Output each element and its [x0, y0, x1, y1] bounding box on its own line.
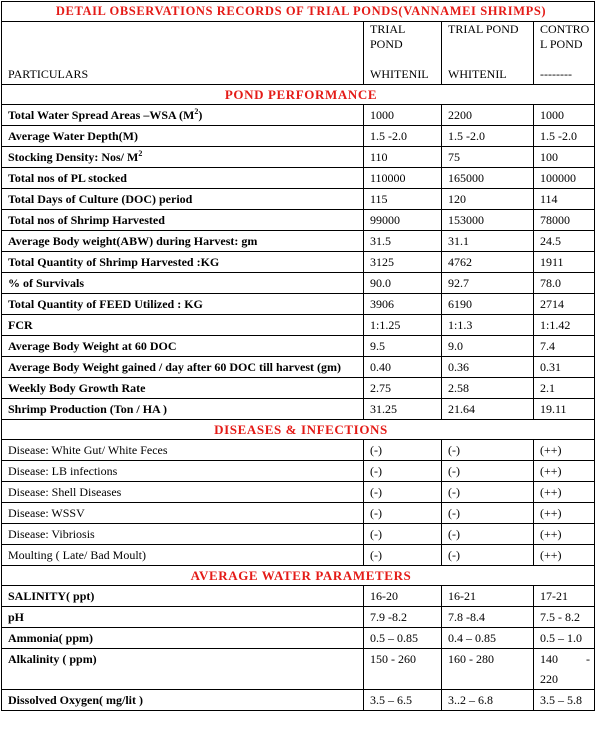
value-control-pond: 3.5 – 5.8	[534, 690, 595, 711]
row-label-end: )	[198, 108, 203, 122]
table-row	[2, 210, 595, 231]
row-label-text: Total nos of Shrimp Harvested	[8, 213, 165, 227]
value-trial-pond-2: 120	[442, 189, 534, 210]
value-control-pond: (++)	[534, 503, 595, 524]
value-trial-pond-2: (-)	[442, 524, 534, 545]
row-label	[2, 252, 364, 273]
row-label-text: Disease: WSSV	[8, 506, 85, 520]
value-control-pond-high: 220	[540, 672, 558, 686]
value-trial-pond-2: 31.1	[442, 231, 534, 252]
row-label-superscript: 2	[194, 107, 199, 116]
value-trial-pond-2: 7.8 -8.4	[442, 607, 534, 628]
value-control-pond: 0.5 – 1.0	[534, 628, 595, 649]
value-trial-pond-1: (-)	[364, 440, 442, 461]
row-label-text: FCR	[8, 318, 33, 332]
value-trial-pond-1: 110000	[364, 168, 442, 189]
value-trial-pond-2: (-)	[442, 461, 534, 482]
trial-ponds-table	[1, 1, 595, 711]
value-trial-pond-2: 1.5 -2.0	[442, 126, 534, 147]
table-row	[2, 294, 595, 315]
row-label	[2, 147, 364, 168]
row-label-text: Disease: White Gut/ White Feces	[8, 443, 168, 457]
value-trial-pond-1: (-)	[364, 461, 442, 482]
table-row	[2, 315, 595, 336]
value-trial-pond-1: 1000	[364, 105, 442, 126]
value-control-pond: (++)	[534, 461, 595, 482]
control-pond-label-line1: CONTRO	[540, 22, 590, 36]
value-control-pond: (++)	[534, 524, 595, 545]
value-trial-pond-1: 110	[364, 147, 442, 168]
value-trial-pond-1: 3.5 – 6.5	[364, 690, 442, 711]
value-control-pond: (++)	[534, 545, 595, 566]
row-label	[2, 336, 364, 357]
value-control-pond: (++)	[534, 440, 595, 461]
value-control-pond: 100000	[534, 168, 595, 189]
value-trial-pond-1: 9.5	[364, 336, 442, 357]
table-row	[2, 503, 595, 524]
table-title: DETAIL OBSERVATIONS RECORDS OF TRIAL PONDS(VANNAMEI SHRIMPS)	[2, 2, 595, 22]
row-label-text: Total Water Spread Areas –WSA (M	[8, 108, 195, 122]
value-trial-pond-1: 1:1.25	[364, 315, 442, 336]
row-label-text: Alkalinity ( ppm)	[8, 652, 97, 666]
row-label-text: Ammonia( ppm)	[8, 631, 94, 645]
table-row	[2, 378, 595, 399]
value-trial-pond-1: 31.25	[364, 399, 442, 420]
value-control-pond: 7.5 - 8.2	[534, 607, 595, 628]
table-row	[2, 105, 595, 126]
table-row	[2, 649, 595, 690]
value-trial-pond-1: 150 - 260	[364, 649, 442, 690]
row-label	[2, 586, 364, 607]
trial-pond-2-brand: WHITENIL	[448, 67, 507, 81]
row-label-text: Total nos of PL stocked	[8, 171, 127, 185]
value-trial-pond-1: (-)	[364, 482, 442, 503]
table-row	[2, 231, 595, 252]
value-trial-pond-1: (-)	[364, 545, 442, 566]
row-label	[2, 273, 364, 294]
row-label-text: Disease: Vibriosis	[8, 527, 95, 541]
row-label	[2, 545, 364, 566]
table-row	[2, 690, 595, 711]
section-row-performance	[2, 85, 595, 105]
value-control-pond: 114	[534, 189, 595, 210]
row-label-text: Average Water Depth(M)	[8, 129, 138, 143]
row-label-text: pH	[8, 610, 25, 624]
value-trial-pond-2: 9.0	[442, 336, 534, 357]
section-title-performance: POND PERFORMANCE	[2, 85, 595, 105]
table-row	[2, 357, 595, 378]
table-row	[2, 126, 595, 147]
table-row	[2, 586, 595, 607]
row-label	[2, 315, 364, 336]
table-row	[2, 147, 595, 168]
section-row-diseases	[2, 420, 595, 440]
row-label-text: Dissolved Oxygen( mg/lit )	[8, 693, 143, 707]
value-trial-pond-1: 3125	[364, 252, 442, 273]
control-pond-label-line2: L POND	[540, 37, 583, 51]
section-title-water: AVERAGE WATER PARAMETERS	[2, 566, 595, 586]
value-control-pond-dash: -	[586, 652, 591, 666]
value-trial-pond-2: (-)	[442, 482, 534, 503]
row-label	[2, 461, 364, 482]
row-label	[2, 231, 364, 252]
row-label	[2, 628, 364, 649]
table-row	[2, 273, 595, 294]
value-trial-pond-1: 90.0	[364, 273, 442, 294]
trial-pond-2-header	[442, 22, 534, 85]
trial-pond-1-label-line2: POND	[370, 37, 403, 51]
value-trial-pond-2: (-)	[442, 440, 534, 461]
table-row	[2, 461, 595, 482]
value-trial-pond-1: 0.40	[364, 357, 442, 378]
table-row	[2, 628, 595, 649]
table-row	[2, 545, 595, 566]
value-trial-pond-2: (-)	[442, 545, 534, 566]
value-trial-pond-1: 16-20	[364, 586, 442, 607]
trial-pond-1-brand: WHITENIL	[370, 67, 429, 81]
row-label	[2, 189, 364, 210]
value-control-pond: 17-21	[534, 586, 595, 607]
value-trial-pond-2: 75	[442, 147, 534, 168]
section-title-diseases: DISEASES & INFECTIONS	[2, 420, 595, 440]
value-trial-pond-2: 160 - 280	[442, 649, 534, 690]
value-trial-pond-1: 7.9 -8.2	[364, 607, 442, 628]
row-label	[2, 378, 364, 399]
value-control-pond: 78000	[534, 210, 595, 231]
value-trial-pond-1: 2.75	[364, 378, 442, 399]
value-trial-pond-1: (-)	[364, 524, 442, 545]
row-label	[2, 168, 364, 189]
row-label-text: Total Quantity of Shrimp Harvested :KG	[8, 255, 220, 269]
row-label-text: Stocking Density: Nos/ M	[8, 150, 139, 164]
value-control-pond: 24.5	[534, 231, 595, 252]
row-label	[2, 649, 364, 690]
value-trial-pond-2: 165000	[442, 168, 534, 189]
value-trial-pond-1: 3906	[364, 294, 442, 315]
value-control-pond: (++)	[534, 482, 595, 503]
table-row	[2, 336, 595, 357]
value-control-pond: 0.31	[534, 357, 595, 378]
value-trial-pond-2: 6190	[442, 294, 534, 315]
value-trial-pond-2: 16-21	[442, 586, 534, 607]
particulars-header: PARTICULARS	[2, 22, 364, 85]
value-control-pond: 1:1.42	[534, 315, 595, 336]
table-row	[2, 440, 595, 461]
row-label-text: Average Body Weight gained / day after 60 DOC till harvest (gm)	[8, 360, 341, 374]
trial-pond-1-label-line1: TRIAL	[370, 22, 406, 36]
value-trial-pond-2: (-)	[442, 503, 534, 524]
value-control-pond	[534, 649, 595, 690]
value-control-pond: 19.11	[534, 399, 595, 420]
value-trial-pond-1: 99000	[364, 210, 442, 231]
value-control-pond: 2714	[534, 294, 595, 315]
value-trial-pond-1: 31.5	[364, 231, 442, 252]
value-control-pond: 2.1	[534, 378, 595, 399]
value-trial-pond-2: 0.36	[442, 357, 534, 378]
row-label-text: Average Body Weight at 60 DOC	[8, 339, 177, 353]
row-label-text: SALINITY( ppt)	[8, 589, 95, 603]
disease-rows	[2, 440, 595, 566]
table-row	[2, 482, 595, 503]
row-label	[2, 524, 364, 545]
value-control-pond: 78.0	[534, 273, 595, 294]
row-label	[2, 482, 364, 503]
row-label	[2, 690, 364, 711]
value-trial-pond-2: 4762	[442, 252, 534, 273]
trial-pond-1-header	[364, 22, 442, 85]
table-row	[2, 399, 595, 420]
table-row	[2, 524, 595, 545]
row-label	[2, 399, 364, 420]
row-label	[2, 294, 364, 315]
header-row	[2, 22, 595, 85]
row-label-text: % of Survivals	[8, 276, 85, 290]
value-trial-pond-2: 0.4 – 0.85	[442, 628, 534, 649]
row-label-text: Average Body weight(ABW) during Harvest: gm	[8, 234, 258, 248]
value-trial-pond-2: 1:1.3	[442, 315, 534, 336]
row-label-text: Shrimp Production (Ton / HA )	[8, 402, 168, 416]
table-title-row	[2, 2, 595, 22]
section-row-water	[2, 566, 595, 586]
row-label-text: Disease: Shell Diseases	[8, 485, 122, 499]
table-row	[2, 252, 595, 273]
value-trial-pond-1: 115	[364, 189, 442, 210]
value-control-pond: 100	[534, 147, 595, 168]
value-trial-pond-2: 21.64	[442, 399, 534, 420]
row-label	[2, 126, 364, 147]
row-label	[2, 607, 364, 628]
value-trial-pond-2: 2.58	[442, 378, 534, 399]
value-control-pond: 1911	[534, 252, 595, 273]
row-label	[2, 357, 364, 378]
control-pond-brand: --------	[540, 67, 572, 81]
trial-pond-2-label: TRIAL POND	[448, 22, 519, 36]
value-control-pond-low: 140	[540, 652, 558, 666]
row-label-text: Weekly Body Growth Rate	[8, 381, 146, 395]
value-trial-pond-1: (-)	[364, 503, 442, 524]
water-rows	[2, 586, 595, 711]
value-trial-pond-2: 2200	[442, 105, 534, 126]
row-label-text: Moulting ( Late/ Bad Moult)	[8, 548, 146, 562]
value-trial-pond-2: 92.7	[442, 273, 534, 294]
table-row	[2, 189, 595, 210]
value-control-pond: 1000	[534, 105, 595, 126]
value-trial-pond-1: 1.5 -2.0	[364, 126, 442, 147]
row-label	[2, 105, 364, 126]
row-label	[2, 440, 364, 461]
row-label-text: Total Quantity of FEED Utilized : KG	[8, 297, 203, 311]
row-label-text: Disease: LB infections	[8, 464, 118, 478]
value-trial-pond-2: 153000	[442, 210, 534, 231]
control-pond-header	[534, 22, 595, 85]
value-control-pond-range	[540, 649, 594, 669]
row-label-superscript: 2	[138, 149, 143, 158]
value-control-pond: 7.4	[534, 336, 595, 357]
row-label	[2, 210, 364, 231]
performance-rows	[2, 105, 595, 420]
table-row	[2, 607, 595, 628]
table-row	[2, 168, 595, 189]
row-label-text: Total Days of Culture (DOC) period	[8, 192, 193, 206]
value-control-pond: 1.5 -2.0	[534, 126, 595, 147]
row-label	[2, 503, 364, 524]
value-trial-pond-2: 3..2 – 6.8	[442, 690, 534, 711]
value-trial-pond-1: 0.5 – 0.85	[364, 628, 442, 649]
